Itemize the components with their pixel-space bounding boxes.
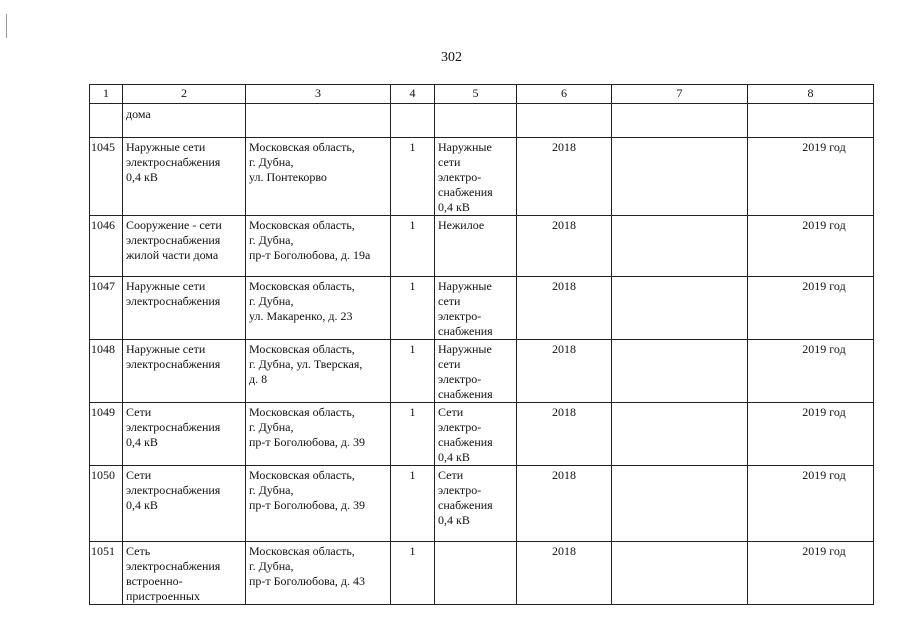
- cell-name-line: пристроенных: [126, 589, 200, 603]
- cell-name: [123, 277, 246, 340]
- table-row: [90, 138, 874, 216]
- cell-type-line: Наружные: [438, 342, 492, 356]
- cell-type-line: сети: [438, 294, 461, 308]
- cell-type-line: электро-: [438, 420, 482, 434]
- cell-name-line: 0,4 кВ: [126, 435, 158, 449]
- cell-col7: [612, 542, 748, 605]
- cell-type-line: снабжения: [438, 498, 493, 512]
- cell-col7: [612, 138, 748, 216]
- table-row: [90, 277, 874, 340]
- cell-col7: [612, 403, 748, 466]
- cell-address: [246, 104, 391, 138]
- cell-num: 1051: [90, 542, 123, 605]
- cell-name-line: Сети: [126, 468, 152, 482]
- cell-year: 2018: [517, 277, 612, 340]
- table-row: [90, 340, 874, 403]
- cell-address: [246, 403, 391, 466]
- cell-type-line: 0,4 кВ: [438, 200, 470, 214]
- cell-num: 1048: [90, 340, 123, 403]
- cell-name-line: электроснабжения: [126, 559, 221, 573]
- cell-name-line: электроснабжения: [126, 420, 221, 434]
- cell-address-line: г. Дубна,: [249, 155, 294, 169]
- cell-name-line: Сети: [126, 405, 152, 419]
- column-number: 2: [123, 85, 246, 104]
- cell-type-line: снабжения: [438, 185, 493, 199]
- cell-address: [246, 277, 391, 340]
- cell-type: [435, 403, 517, 466]
- cell-type: [435, 466, 517, 542]
- cell-term: 2019 год: [748, 216, 874, 277]
- cell-type-line: Наружные: [438, 140, 492, 154]
- cell-address-line: Московская область,: [249, 218, 355, 232]
- cell-qty: 1: [391, 466, 435, 542]
- cell-year: 2018: [517, 542, 612, 605]
- cell-type-line: Нежилое: [438, 218, 485, 232]
- cell-name-line: Сооружение - сети: [126, 218, 222, 232]
- cell-name-line: 0,4 кВ: [126, 498, 158, 512]
- cell-address-line: ул. Макаренко, д. 23: [249, 309, 353, 323]
- cell-term: 2019 год: [748, 138, 874, 216]
- cell-name-line: электроснабжения: [126, 357, 221, 371]
- cell-year: 2018: [517, 216, 612, 277]
- cell-name-line: Наружные сети: [126, 279, 206, 293]
- cell-name-line: Наружные сети: [126, 140, 206, 154]
- cell-num: 1046: [90, 216, 123, 277]
- cell-address-line: ул. Понтекорво: [249, 170, 327, 184]
- cell-address: [246, 340, 391, 403]
- scan-edge-mark: [6, 14, 7, 38]
- cell-type-line: 0,4 кВ: [438, 450, 470, 464]
- cell-qty: 1: [391, 340, 435, 403]
- cell-num: 1050: [90, 466, 123, 542]
- cell-year: 2018: [517, 403, 612, 466]
- cell-type-line: Сети: [438, 405, 464, 419]
- cell-term: [748, 104, 874, 138]
- cell-address-line: пр-т Боголюбова, д. 39: [249, 435, 366, 449]
- cell-qty: [391, 104, 435, 138]
- cell-name: [123, 216, 246, 277]
- cell-name: [123, 340, 246, 403]
- cell-type-line: сети: [438, 155, 461, 169]
- cell-name-line: электроснабжения: [126, 483, 221, 497]
- cell-type-line: электро-: [438, 372, 482, 386]
- cell-name-line: Наружные сети: [126, 342, 206, 356]
- cell-term: 2019 год: [748, 340, 874, 403]
- cell-qty: 1: [391, 542, 435, 605]
- continuation-row: [90, 104, 874, 138]
- cell-name: [123, 104, 246, 138]
- cell-type: [435, 340, 517, 403]
- cell-type-line: снабжения: [438, 435, 493, 449]
- table-row: [90, 466, 874, 542]
- cell-address-line: Московская область,: [249, 279, 355, 293]
- cell-type: [435, 138, 517, 216]
- cell-address-line: Московская область,: [249, 140, 355, 154]
- cell-qty: 1: [391, 277, 435, 340]
- cell-type-line: электро-: [438, 309, 482, 323]
- cell-qty: 1: [391, 138, 435, 216]
- cell-num: 1047: [90, 277, 123, 340]
- cell-address-line: Московская область,: [249, 405, 355, 419]
- cell-num: 1049: [90, 403, 123, 466]
- cell-name: [123, 138, 246, 216]
- cell-name-line: встроенно-: [126, 574, 183, 588]
- cell-name: [123, 403, 246, 466]
- cell-name-line: жилой части дома: [126, 248, 219, 262]
- column-number: 3: [246, 85, 391, 104]
- cell-address-line: Московская область,: [249, 342, 355, 356]
- page-number: 302: [441, 50, 462, 65]
- cell-qty: 1: [391, 216, 435, 277]
- cell-address-line: Московская область,: [249, 468, 355, 482]
- cell-type-line: Сети: [438, 468, 464, 482]
- cell-qty: 1: [391, 403, 435, 466]
- table-row: [90, 403, 874, 466]
- column-number-row: [90, 85, 874, 104]
- cell-address-line: г. Дубна,: [249, 294, 294, 308]
- registry-table: [89, 84, 874, 605]
- cell-col7: [612, 104, 748, 138]
- cell-col7: [612, 466, 748, 542]
- cell-type: [435, 104, 517, 138]
- column-number: 5: [435, 85, 517, 104]
- cell-address-line: пр-т Боголюбова, д. 43: [249, 574, 366, 588]
- table-row: [90, 542, 874, 605]
- cell-col7: [612, 216, 748, 277]
- column-number: 8: [748, 85, 874, 104]
- cell-year: 2018: [517, 138, 612, 216]
- cell-type-line: сети: [438, 357, 461, 371]
- cell-address-line: Московская область,: [249, 544, 355, 558]
- cell-address-line: г. Дубна,: [249, 420, 294, 434]
- cell-col7: [612, 277, 748, 340]
- cell-term: 2019 год: [748, 277, 874, 340]
- cell-address-line: пр-т Боголюбова, д. 39: [249, 498, 366, 512]
- cell-address: [246, 138, 391, 216]
- cell-address: [246, 466, 391, 542]
- cell-address-line: г. Дубна,: [249, 233, 294, 247]
- cell-name-line: электроснабжения: [126, 233, 221, 247]
- cell-name-line: 0,4 кВ: [126, 170, 158, 184]
- cell-name-line: электроснабжения: [126, 155, 221, 169]
- cell-type-line: снабжения: [438, 387, 493, 401]
- cell-address-line: г. Дубна,: [249, 483, 294, 497]
- cell-year: 2018: [517, 466, 612, 542]
- name-line: дома: [126, 107, 151, 121]
- cell-type: [435, 542, 517, 605]
- cell-address-line: пр-т Боголюбова, д. 19а: [249, 248, 371, 262]
- cell-type-line: электро-: [438, 170, 482, 184]
- cell-type: [435, 216, 517, 277]
- column-number: 1: [90, 85, 123, 104]
- cell-type-line: 0,4 кВ: [438, 513, 470, 527]
- cell-address-line: д. 8: [249, 372, 268, 386]
- cell-name: [123, 542, 246, 605]
- cell-term: 2019 год: [748, 466, 874, 542]
- cell-year: [517, 104, 612, 138]
- cell-num: 1045: [90, 138, 123, 216]
- cell-name-line: Сеть: [126, 544, 151, 558]
- cell-type-line: снабжения: [438, 324, 493, 338]
- cell-address: [246, 542, 391, 605]
- column-number: 6: [517, 85, 612, 104]
- cell-address: [246, 216, 391, 277]
- cell-term: 2019 год: [748, 403, 874, 466]
- cell-type: [435, 277, 517, 340]
- cell-address-line: г. Дубна,: [249, 559, 294, 573]
- cell-type-line: Наружные: [438, 279, 492, 293]
- cell-term: 2019 год: [748, 542, 874, 605]
- cell-name-line: электроснабжения: [126, 294, 221, 308]
- cell-col7: [612, 340, 748, 403]
- column-number: 4: [391, 85, 435, 104]
- table-row: [90, 216, 874, 277]
- cell-address-line: г. Дубна, ул. Тверская,: [249, 357, 363, 371]
- cell-num: [90, 104, 123, 138]
- cell-name: [123, 466, 246, 542]
- column-number: 7: [612, 85, 748, 104]
- cell-type-line: электро-: [438, 483, 482, 497]
- cell-year: 2018: [517, 340, 612, 403]
